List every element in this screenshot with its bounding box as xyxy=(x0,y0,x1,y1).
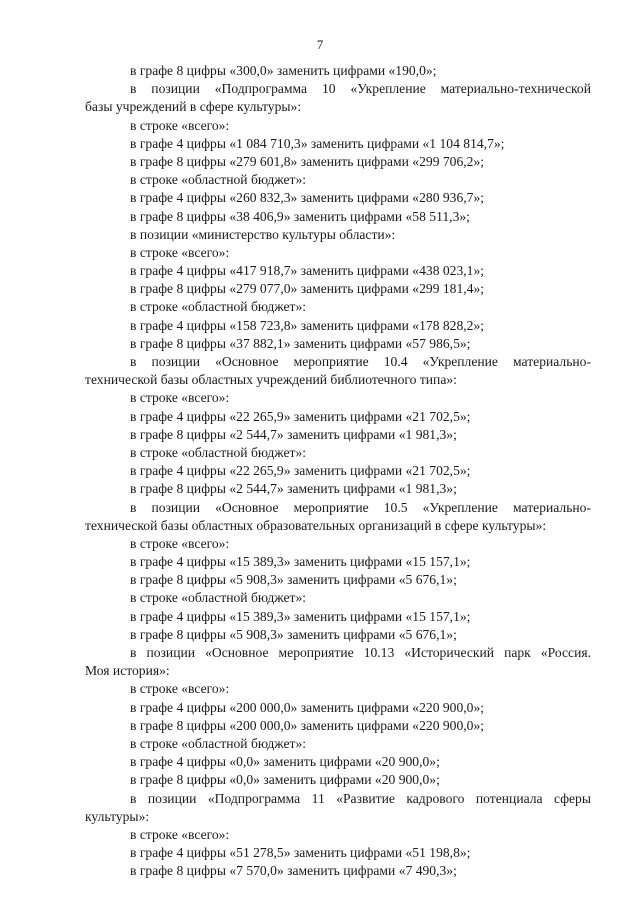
text-line: в позиции «министерство культуры области»: xyxy=(130,226,396,242)
text-line: в графе 8 цифры «37 882,1» заменить цифрами «57 986,5»; xyxy=(130,335,471,351)
text-line: в графе 8 цифры «0,0» заменить цифрами «20 900,0»; xyxy=(130,772,440,788)
text-line: в графе 8 цифры «279 601,8» заменить цифрами «299 706,2»; xyxy=(130,153,485,169)
text-line: Моя история»: xyxy=(85,663,170,679)
text-line: в строке «областной бюджет»: xyxy=(130,735,307,751)
text-line: в графе 4 цифры «15 389,3» заменить цифрами «15 157,1»; xyxy=(130,554,471,570)
text-line: в строке «всего»: xyxy=(130,117,230,133)
text-line: в строке «всего»: xyxy=(130,390,230,406)
text-line: в графе 4 цифры «1 084 710,3» заменить цифрами «1 104 814,7»; xyxy=(130,135,505,151)
text-line: в строке «всего»: xyxy=(130,681,230,697)
text-line: в строке «всего»: xyxy=(130,535,230,551)
text-line: в строке «областной бюджет»: xyxy=(130,444,307,460)
text-line: в графе 4 цифры «260 832,3» заменить цифрами «280 936,7»; xyxy=(130,190,485,206)
text-line: в графе 8 цифры «5 908,3» заменить цифрами «5 676,1»; xyxy=(130,626,457,642)
text-line: в строке «всего»: xyxy=(130,826,230,842)
text-line: в графе 8 цифры «5 908,3» заменить цифрами «5 676,1»; xyxy=(130,572,457,588)
text-line: в графе 8 цифры «7 570,0» заменить цифрами «7 490,3»; xyxy=(130,863,457,879)
text-line: в строке «областной бюджет»: xyxy=(130,590,307,606)
page-number: 7 xyxy=(316,37,324,52)
text-line: в графе 8 цифры «279 077,0» заменить цифрами «299 181,4»; xyxy=(130,281,485,297)
text-line: базы учреждений в сфере культуры»: xyxy=(85,99,302,115)
text-line: в графе 4 цифры «51 278,5» заменить цифрами «51 198,8»; xyxy=(130,845,471,861)
text-line: в графе 4 цифры «15 389,3» заменить цифрами «15 157,1»; xyxy=(130,608,471,624)
text-line: технической базы областных учреждений библиотечного типа»: xyxy=(85,372,457,388)
text-line: в строке «всего»: xyxy=(130,244,230,260)
text-line: в графе 4 цифры «200 000,0» заменить цифрами «220 900,0»; xyxy=(130,699,485,715)
text-line: в позиции «Подпрограмма 10 «Укрепление материально-технической xyxy=(130,81,591,97)
text-line: в позиции «Основное мероприятие 10.13 «Исторический парк «Россия. xyxy=(130,645,591,660)
text-line: в графе 4 цифры «22 265,9» заменить цифрами «21 702,5»; xyxy=(130,408,471,424)
text-line: в строке «областной бюджет»: xyxy=(130,172,307,188)
text-line: в позиции «Основное мероприятие 10.4 «Укрепление материально- xyxy=(130,354,591,369)
text-line: в графе 4 цифры «0,0» заменить цифрами «20 900,0»; xyxy=(130,754,440,770)
text-line: в графе 8 цифры «200 000,0» заменить цифрами «220 900,0»; xyxy=(130,717,485,733)
text-line: в графе 8 цифры «300,0» заменить цифрами «190,0»; xyxy=(130,63,437,78)
text-line: в строке «областной бюджет»: xyxy=(130,299,307,315)
text-line: культуры»: xyxy=(85,808,150,824)
text-line: в графе 4 цифры «417 918,7» заменить цифрами «438 023,1»; xyxy=(130,263,485,279)
text-line: в графе 8 цифры «2 544,7» заменить цифрами «1 981,3»; xyxy=(130,481,457,497)
text-line: технической базы областных образовательных организаций в сфере культуры»: xyxy=(85,517,547,533)
text-line: в графе 4 цифры «22 265,9» заменить цифрами «21 702,5»; xyxy=(130,463,471,479)
text-line: в графе 4 цифры «158 723,8» заменить цифрами «178 828,2»; xyxy=(130,317,485,333)
document-body xyxy=(85,62,591,880)
text-line: в графе 8 цифры «2 544,7» заменить цифрами «1 981,3»; xyxy=(130,426,457,442)
text-line: в позиции «Основное мероприятие 10.5 «Укрепление материально- xyxy=(130,499,591,515)
text-line: в графе 8 цифры «38 406,9» заменить цифрами «58 511,3»; xyxy=(130,208,470,224)
text-line: в позиции «Подпрограмма 11 «Развитие кадрового потенциала сферы xyxy=(130,790,591,806)
